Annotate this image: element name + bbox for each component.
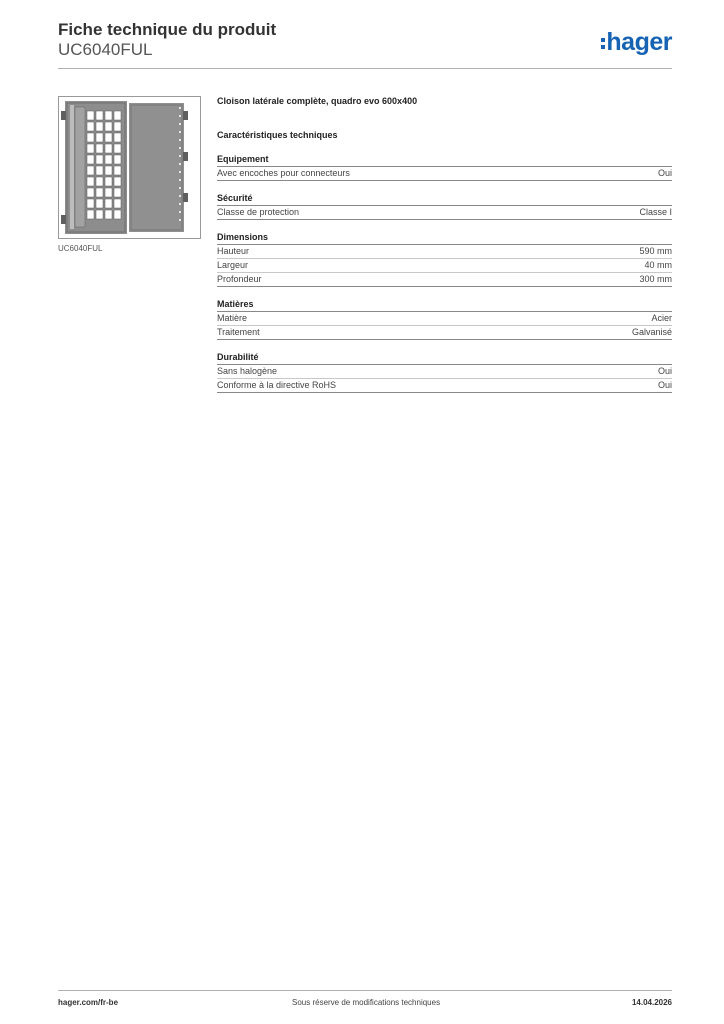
spec-label: Avec encoches pour connecteurs xyxy=(217,168,350,178)
spec-row xyxy=(217,379,672,393)
footer-date: 14.04.2026 xyxy=(631,998,672,1007)
spec-row xyxy=(217,206,672,220)
hager-logo[interactable] xyxy=(601,28,672,57)
spec-value: Classe I xyxy=(639,207,672,217)
logo-text: hager xyxy=(606,28,672,56)
spec-section-durabilite xyxy=(217,352,672,393)
product-image xyxy=(58,96,201,239)
spec-value: Acier xyxy=(651,313,672,323)
spec-row xyxy=(217,273,672,287)
spec-value: Oui xyxy=(657,380,672,390)
spec-row xyxy=(217,167,672,181)
logo-colon-icon xyxy=(601,35,605,52)
footer-divider xyxy=(58,990,672,991)
spec-label: Largeur xyxy=(217,260,249,270)
section-title: Durabilité xyxy=(217,352,672,365)
spec-value: Galvanisé xyxy=(631,327,672,337)
spec-row xyxy=(217,365,672,379)
spec-value: 300 mm xyxy=(639,274,672,284)
spec-value: 40 mm xyxy=(644,260,672,270)
spec-section-matieres xyxy=(217,299,672,340)
spec-content xyxy=(217,96,672,393)
section-title: Equipement xyxy=(217,154,672,167)
spec-row xyxy=(217,259,672,273)
spec-label: Traitement xyxy=(217,327,260,337)
image-caption: UC6040FUL xyxy=(58,244,103,253)
spec-row xyxy=(217,326,672,340)
spec-section-dimensions xyxy=(217,232,672,287)
spec-label: Matière xyxy=(217,313,248,323)
footer-website-link[interactable]: hager.com/fr-be xyxy=(58,998,119,1007)
section-title: Sécurité xyxy=(217,193,672,206)
document-header xyxy=(58,20,672,60)
product-reference: UC6040FUL xyxy=(58,40,153,59)
section-title: Dimensions xyxy=(217,232,672,245)
spec-label: Hauteur xyxy=(217,246,250,256)
section-title: Matières xyxy=(217,299,672,312)
spec-section-equipement xyxy=(217,154,672,181)
spec-label: Conforme à la directive RoHS xyxy=(217,380,337,390)
spec-label: Profondeur xyxy=(217,274,262,284)
spec-value: Oui xyxy=(657,366,672,376)
product-description: Cloison latérale complète, quadro evo 600x400 xyxy=(217,96,418,106)
document-title: Fiche technique du produit xyxy=(58,20,277,39)
technical-characteristics-heading: Caractéristiques techniques xyxy=(217,130,338,140)
spec-section-securite xyxy=(217,193,672,220)
partition-panel-icon xyxy=(59,97,200,238)
spec-row xyxy=(217,312,672,326)
spec-row xyxy=(217,245,672,259)
spec-value: 590 mm xyxy=(639,246,672,256)
header-divider xyxy=(58,68,672,69)
spec-label: Classe de protection xyxy=(217,207,300,217)
spec-value: Oui xyxy=(657,168,672,178)
spec-label: Sans halogène xyxy=(217,366,278,376)
footer-disclaimer: Sous réserve de modifications techniques xyxy=(292,998,441,1007)
